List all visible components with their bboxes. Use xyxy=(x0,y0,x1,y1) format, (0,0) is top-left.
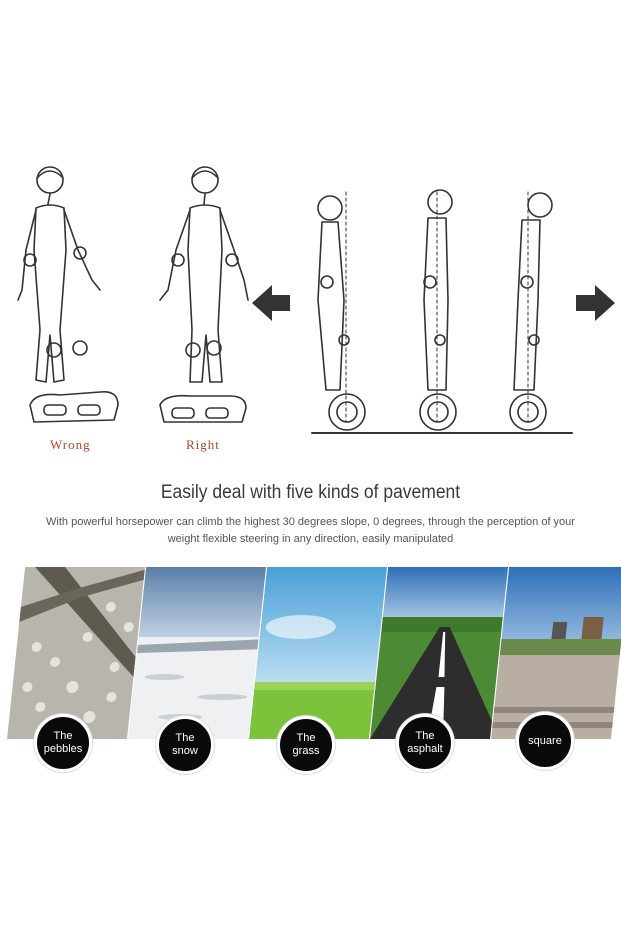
arrow-right-icon xyxy=(576,285,615,321)
right-stance-figure xyxy=(160,167,248,422)
asphalt-badge: The asphalt xyxy=(396,714,454,772)
posture-diagram xyxy=(0,150,621,460)
asphalt-photo xyxy=(370,567,508,739)
section-heading: Easily deal with five kinds of pavement xyxy=(160,482,461,503)
pebbles-badge: The pebbles xyxy=(34,714,92,772)
arrow-left-icon xyxy=(252,285,290,321)
snow-photo xyxy=(128,567,266,739)
wrong-stance-figure xyxy=(18,167,118,422)
section-description: With powerful horsepower can climb the highest 30 degrees slope, 0 degrees, through the perception of your weight flexible steering in any direction, easily manipulated xyxy=(46,516,575,545)
grass-badge: The grass xyxy=(277,716,335,774)
snow-badge: The snow xyxy=(156,716,214,774)
side-view-figures xyxy=(312,190,572,433)
wrong-label: Wrong xyxy=(50,437,91,452)
square-badge: square xyxy=(516,712,574,770)
grass-photo xyxy=(249,567,387,739)
right-label: Right xyxy=(186,437,220,452)
pebbles-photo xyxy=(7,567,145,739)
